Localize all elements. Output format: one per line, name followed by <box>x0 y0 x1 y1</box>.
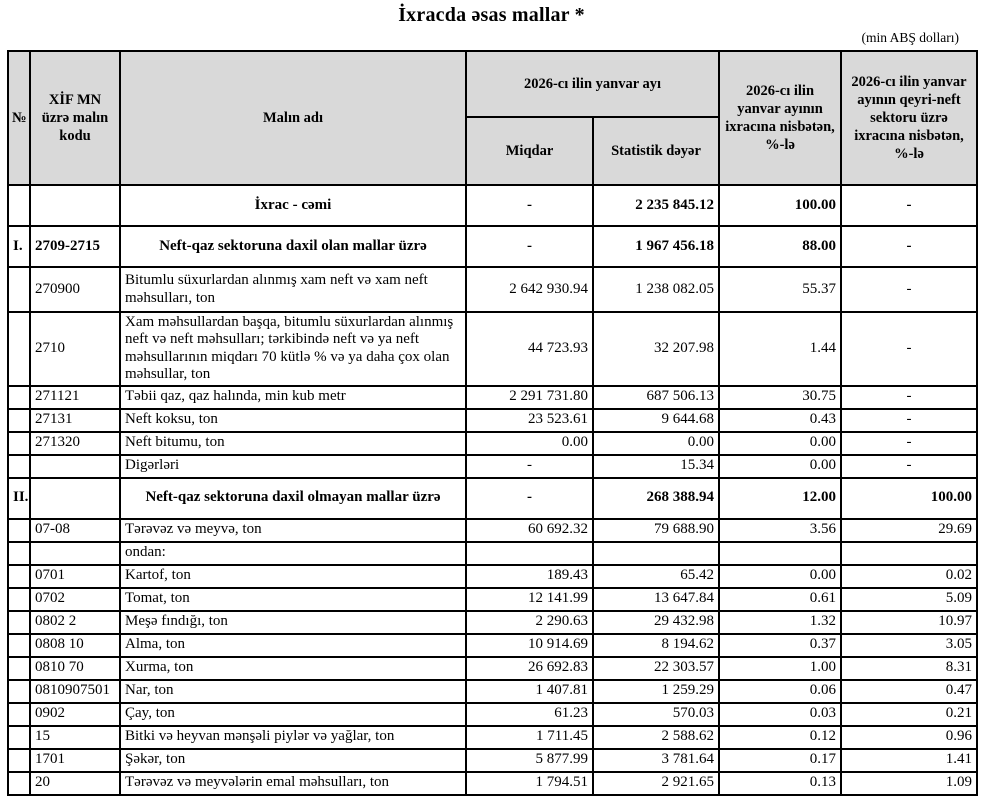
row-share-export: 0.00 <box>719 565 841 588</box>
row-code: 0902 <box>30 703 120 726</box>
row-stat-value: 1 259.29 <box>593 680 719 703</box>
row-number <box>8 588 30 611</box>
row-share-export: 0.03 <box>719 703 841 726</box>
row-code: 20 <box>30 772 120 795</box>
row-share-export <box>719 542 841 565</box>
row-code <box>30 455 120 478</box>
header-month-group: 2026-cı ilin yanvar ayı <box>466 51 719 117</box>
row-stat-value: 2 588.62 <box>593 726 719 749</box>
row-number <box>8 542 30 565</box>
row-code <box>30 478 120 519</box>
row-share-export: 88.00 <box>719 226 841 267</box>
row-name: Alma, ton <box>120 634 466 657</box>
row-name: İxrac - cəmi <box>120 185 466 226</box>
row-share-nonoil: 3.05 <box>841 634 977 657</box>
row-code: 1701 <box>30 749 120 772</box>
row-code: 271320 <box>30 432 120 455</box>
row-code: 0810 70 <box>30 657 120 680</box>
row-stat-value: 2 921.65 <box>593 772 719 795</box>
row-share-export: 0.06 <box>719 680 841 703</box>
unit-note: (min ABŞ dolları) <box>861 30 959 45</box>
table-row <box>8 565 977 588</box>
row-stat-value: 1 238 082.05 <box>593 267 719 312</box>
row-share-nonoil: - <box>841 455 977 478</box>
row-stat-value <box>593 542 719 565</box>
row-code: 0802 2 <box>30 611 120 634</box>
row-share-nonoil: 10.97 <box>841 611 977 634</box>
table-row <box>8 588 977 611</box>
row-share-export: 12.00 <box>719 478 841 519</box>
row-share-export: 0.00 <box>719 432 841 455</box>
row-name: Xam məhsullardan başqa, bitumlu süxurlardan alınmış neft və neft məhsulları; tərkibində neft və ya neft məhsullarının miqdarı 70 kütlə % və ya daha çox olan məhsullar, ton <box>120 312 466 386</box>
row-number <box>8 267 30 312</box>
row-share-nonoil: - <box>841 312 977 386</box>
row-share-nonoil: 0.47 <box>841 680 977 703</box>
page-title: İxracda əsas mallar * <box>398 4 585 26</box>
row-share-export: 0.17 <box>719 749 841 772</box>
row-name: Tərəvəz və meyvələrin emal məhsulları, ton <box>120 772 466 795</box>
row-code: 0810907501 <box>30 680 120 703</box>
row-stat-value: 268 388.94 <box>593 478 719 519</box>
table-row <box>8 726 977 749</box>
row-code: 0701 <box>30 565 120 588</box>
table-row <box>8 611 977 634</box>
table-row <box>8 478 977 519</box>
table-row <box>8 657 977 680</box>
row-stat-value: 8 194.62 <box>593 634 719 657</box>
row-name: Bitumlu süxurlardan alınmış xam neft və xam neft məhsulları, ton <box>120 267 466 312</box>
row-stat-value: 570.03 <box>593 703 719 726</box>
row-quantity: 10 914.69 <box>466 634 593 657</box>
header-stat-value: Statistik dəyər <box>593 117 719 185</box>
row-stat-value: 29 432.98 <box>593 611 719 634</box>
header-name: Malın adı <box>120 51 466 185</box>
row-stat-value: 0.00 <box>593 432 719 455</box>
row-share-nonoil: 1.41 <box>841 749 977 772</box>
row-quantity: - <box>466 478 593 519</box>
row-name: Neft-qaz sektoruna daxil olmayan mallar üzrə <box>120 478 466 519</box>
row-quantity: 1 794.51 <box>466 772 593 795</box>
table-row <box>8 226 977 267</box>
row-name: Xurma, ton <box>120 657 466 680</box>
row-share-export: 1.32 <box>719 611 841 634</box>
row-number <box>8 432 30 455</box>
row-name: Neft koksu, ton <box>120 409 466 432</box>
row-name: Tərəvəz və meyvə, ton <box>120 519 466 542</box>
row-stat-value: 687 506.13 <box>593 386 719 409</box>
row-code: 2710 <box>30 312 120 386</box>
row-name: Şəkər, ton <box>120 749 466 772</box>
row-number <box>8 409 30 432</box>
row-share-export: 0.13 <box>719 772 841 795</box>
row-quantity: 189.43 <box>466 565 593 588</box>
table-row <box>8 185 977 226</box>
row-share-nonoil: 0.21 <box>841 703 977 726</box>
row-share-nonoil: 100.00 <box>841 478 977 519</box>
row-code: 2709-2715 <box>30 226 120 267</box>
row-stat-value: 79 688.90 <box>593 519 719 542</box>
table-row <box>8 772 977 795</box>
row-stat-value: 15.34 <box>593 455 719 478</box>
table-row <box>8 542 977 565</box>
row-name: Bitki və heyvan mənşəli piylər və yağlar, ton <box>120 726 466 749</box>
row-stat-value: 1 967 456.18 <box>593 226 719 267</box>
row-quantity: 26 692.83 <box>466 657 593 680</box>
row-code: 27131 <box>30 409 120 432</box>
row-quantity: 2 290.63 <box>466 611 593 634</box>
row-number <box>8 386 30 409</box>
row-name: Kartof, ton <box>120 565 466 588</box>
row-number <box>8 519 30 542</box>
row-name: Neft-qaz sektoruna daxil olan mallar üzrə <box>120 226 466 267</box>
row-quantity: 0.00 <box>466 432 593 455</box>
row-share-export: 55.37 <box>719 267 841 312</box>
row-share-nonoil: 8.31 <box>841 657 977 680</box>
row-stat-value: 22 303.57 <box>593 657 719 680</box>
header-share-export: 2026-cı ilin yanvar ayının ixracına nisbətən, %-lə <box>719 51 841 185</box>
row-share-nonoil: - <box>841 226 977 267</box>
row-share-export: 0.61 <box>719 588 841 611</box>
row-code: 0702 <box>30 588 120 611</box>
table-row <box>8 749 977 772</box>
row-number: II. <box>8 478 30 519</box>
header-no: № <box>8 51 30 185</box>
row-name: ondan: <box>120 542 466 565</box>
row-name: Meşə fındığı, ton <box>120 611 466 634</box>
row-share-nonoil <box>841 542 977 565</box>
table-header <box>8 51 977 185</box>
row-name: Neft bitumu, ton <box>120 432 466 455</box>
row-code <box>30 542 120 565</box>
row-quantity: 2 642 930.94 <box>466 267 593 312</box>
row-number <box>8 657 30 680</box>
row-name: Tomat, ton <box>120 588 466 611</box>
table-row <box>8 409 977 432</box>
table-row <box>8 519 977 542</box>
row-number <box>8 703 30 726</box>
row-quantity: 44 723.93 <box>466 312 593 386</box>
row-quantity: 61.23 <box>466 703 593 726</box>
row-quantity: 2 291 731.80 <box>466 386 593 409</box>
table-row <box>8 386 977 409</box>
table-row <box>8 312 977 386</box>
header-quantity: Miqdar <box>466 117 593 185</box>
row-share-nonoil: - <box>841 185 977 226</box>
row-code: 270900 <box>30 267 120 312</box>
row-share-nonoil: 1.09 <box>841 772 977 795</box>
row-number <box>8 565 30 588</box>
row-share-nonoil: - <box>841 432 977 455</box>
row-name: Nar, ton <box>120 680 466 703</box>
table-row <box>8 634 977 657</box>
row-share-nonoil: 5.09 <box>841 588 977 611</box>
row-quantity: 60 692.32 <box>466 519 593 542</box>
row-code: 271121 <box>30 386 120 409</box>
row-stat-value: 32 207.98 <box>593 312 719 386</box>
row-quantity: 1 711.45 <box>466 726 593 749</box>
row-number <box>8 634 30 657</box>
table-body <box>8 185 977 795</box>
row-quantity: - <box>466 455 593 478</box>
row-share-export: 3.56 <box>719 519 841 542</box>
row-share-export: 100.00 <box>719 185 841 226</box>
table-row <box>8 680 977 703</box>
row-stat-value: 2 235 845.12 <box>593 185 719 226</box>
row-share-export: 0.00 <box>719 455 841 478</box>
row-code: 0808 10 <box>30 634 120 657</box>
row-name: Çay, ton <box>120 703 466 726</box>
row-number <box>8 611 30 634</box>
row-name: Təbii qaz, qaz halında, min kub metr <box>120 386 466 409</box>
row-share-export: 0.12 <box>719 726 841 749</box>
row-share-nonoil: 29.69 <box>841 519 977 542</box>
row-number <box>8 185 30 226</box>
row-code: 07-08 <box>30 519 120 542</box>
row-quantity: 5 877.99 <box>466 749 593 772</box>
row-stat-value: 9 644.68 <box>593 409 719 432</box>
row-number <box>8 680 30 703</box>
table-row <box>8 267 977 312</box>
row-quantity: 12 141.99 <box>466 588 593 611</box>
row-share-export: 1.00 <box>719 657 841 680</box>
table-row <box>8 432 977 455</box>
header-code: XİF MN üzrə malın kodu <box>30 51 120 185</box>
row-share-export: 0.37 <box>719 634 841 657</box>
row-code <box>30 185 120 226</box>
row-quantity: - <box>466 185 593 226</box>
row-number <box>8 455 30 478</box>
row-quantity <box>466 542 593 565</box>
row-number <box>8 312 30 386</box>
row-number <box>8 772 30 795</box>
row-code: 15 <box>30 726 120 749</box>
row-quantity: - <box>466 226 593 267</box>
row-share-nonoil: - <box>841 409 977 432</box>
table-row <box>8 455 977 478</box>
row-stat-value: 13 647.84 <box>593 588 719 611</box>
row-share-export: 1.44 <box>719 312 841 386</box>
row-number <box>8 749 30 772</box>
header-share-nonoil: 2026-cı ilin yanvar ayının qeyri-neft sektoru üzrə ixracına nisbətən, %-lə <box>841 51 977 185</box>
export-goods-table <box>7 50 978 796</box>
row-share-nonoil: - <box>841 386 977 409</box>
row-number <box>8 726 30 749</box>
table-row <box>8 703 977 726</box>
row-name: Digərləri <box>120 455 466 478</box>
row-stat-value: 65.42 <box>593 565 719 588</box>
row-quantity: 1 407.81 <box>466 680 593 703</box>
row-quantity: 23 523.61 <box>466 409 593 432</box>
row-share-nonoil: 0.02 <box>841 565 977 588</box>
row-share-nonoil: 0.96 <box>841 726 977 749</box>
row-number: I. <box>8 226 30 267</box>
row-share-export: 30.75 <box>719 386 841 409</box>
row-share-nonoil: - <box>841 267 977 312</box>
row-stat-value: 3 781.64 <box>593 749 719 772</box>
row-share-export: 0.43 <box>719 409 841 432</box>
